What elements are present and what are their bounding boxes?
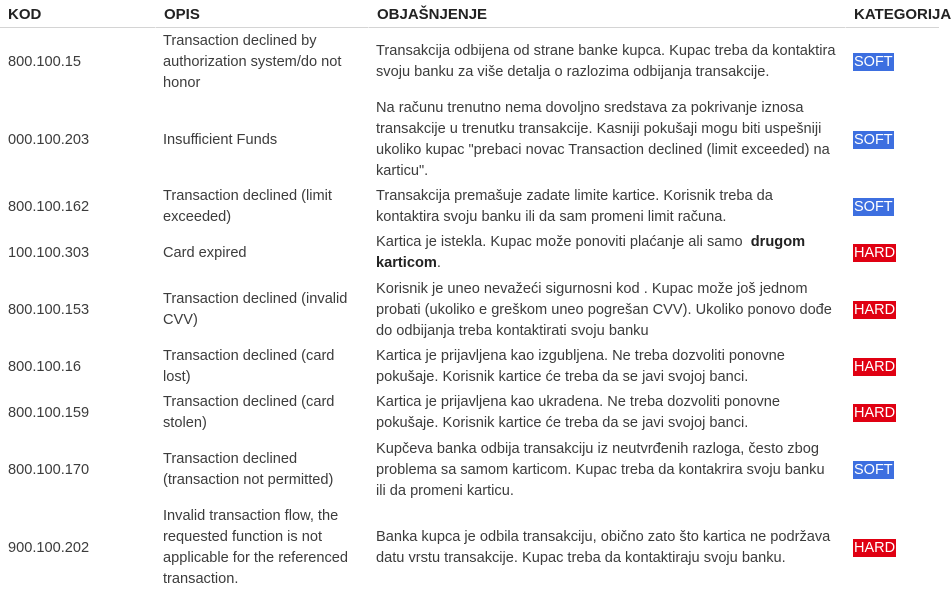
- explanation-cell: Transakcija premašuje zadate limite kartice. Korisnik treba da kontaktira svoju banku ili da sam promeni limit računa.: [376, 188, 773, 225]
- category-badge: HARD: [854, 539, 896, 556]
- table-row: [0, 96, 939, 184]
- category-badge: HARD: [854, 244, 896, 261]
- description-cell: Transaction declined (limit exceeded): [163, 188, 332, 225]
- header-objasnjenje: OBJAŠNJENJE: [368, 0, 845, 28]
- description-cell: Transaction declined by authorization system/do not honor: [163, 32, 342, 91]
- category-badge: SOFT: [854, 53, 893, 70]
- description-cell: Transaction declined (transaction not permitted): [163, 451, 334, 488]
- code-cell: 100.100.303: [8, 244, 90, 261]
- explanation-cell: Korisnik je uneo nevažeći sigurnosni kod . Kupac može još jednom probati (ukoliko e greškom uneo pogrešan CVV). Ukoliko ponovo dođe do odbijanja treba kontaktirati svoju banku: [376, 280, 832, 339]
- code-cell: 900.100.202: [8, 539, 90, 556]
- explanation-cell: Transakcija odbijena od strane banke kupca. Kupac treba da kontaktira svoju banku za više detalja o razlozima odbijanja transakcije.: [376, 43, 836, 80]
- table-row: [0, 276, 939, 344]
- description-cell: Invalid transaction flow, the requested function is not applicable for the referenced transaction.: [163, 508, 348, 587]
- explanation-cell: Kupčeva banka odbija transakciju iz neutvrđenih razloga, često zbog problema sa samom karticom. Kupac treba da kontakrira svoju banku ili da promeni karticu.: [376, 440, 825, 499]
- description-cell: Transaction declined (card lost): [163, 348, 335, 385]
- code-cell: 800.100.15: [8, 53, 82, 70]
- table-row: [0, 28, 939, 96]
- header-kategorija: KATEGORIJA: [845, 0, 939, 28]
- category-badge: SOFT: [854, 461, 893, 478]
- table-row: [0, 390, 939, 436]
- category-badge: HARD: [854, 301, 896, 318]
- code-cell: 800.100.16: [8, 358, 82, 375]
- table-row: [0, 504, 939, 592]
- category-badge: HARD: [854, 358, 896, 375]
- description-cell: Card expired: [163, 244, 247, 261]
- explanation-cell: Kartica je prijavljena kao izgubljena. Ne treba dozvoliti ponovne pokušaje. Korisnik kartice će treba da se javi svojoj banci.: [376, 348, 785, 385]
- description-cell: Transaction declined (card stolen): [163, 394, 335, 431]
- explanation-cell: Kartica je prijavljena kao ukradena. Ne treba dozvoliti ponovne pokušaje. Korisnik kartice će treba da se javi svojoj banci.: [376, 394, 781, 431]
- table-row: [0, 344, 939, 390]
- description-cell: Insufficient Funds: [163, 131, 278, 148]
- code-cell: 800.100.170: [8, 461, 90, 478]
- table-row: [0, 184, 939, 230]
- explanation-cell: [368, 230, 845, 276]
- table-header-row: [0, 0, 939, 28]
- explanation-emphasis: drugom karticom: [376, 234, 806, 271]
- explanation-text: Kartica je istekla. Kupac može ponoviti plaćanje ali samo: [376, 234, 743, 250]
- explanation-cell: Banka kupca je odbila transakciju, obično zato što kartica ne podržava datu vrstu transakcije. Kupac treba da kontaktiraju svoju banku.: [376, 529, 831, 566]
- category-badge: HARD: [854, 404, 896, 421]
- header-opis: OPIS: [155, 0, 368, 28]
- category-badge: SOFT: [854, 131, 893, 148]
- code-cell: 000.100.203: [8, 131, 90, 148]
- table-row: [0, 436, 939, 504]
- explanation-period: .: [436, 255, 441, 271]
- table-row: [0, 230, 939, 276]
- explanation-cell: Na računu trenutno nema dovoljno sredstava za pokrivanje iznosa transakcije u trenutku transakcije. Kasniji pokušaji mogu biti uspešniji ukoliko kupac "prebaci novac Transaction declined (limit exceeded) na karticu".: [376, 100, 830, 179]
- code-cell: 800.100.153: [8, 301, 90, 318]
- code-cell: 800.100.162: [8, 198, 90, 215]
- code-cell: 800.100.159: [8, 404, 90, 421]
- description-cell: Transaction declined (invalid CVV): [163, 291, 348, 328]
- category-badge: SOFT: [854, 198, 893, 215]
- header-kod: KOD: [0, 0, 155, 28]
